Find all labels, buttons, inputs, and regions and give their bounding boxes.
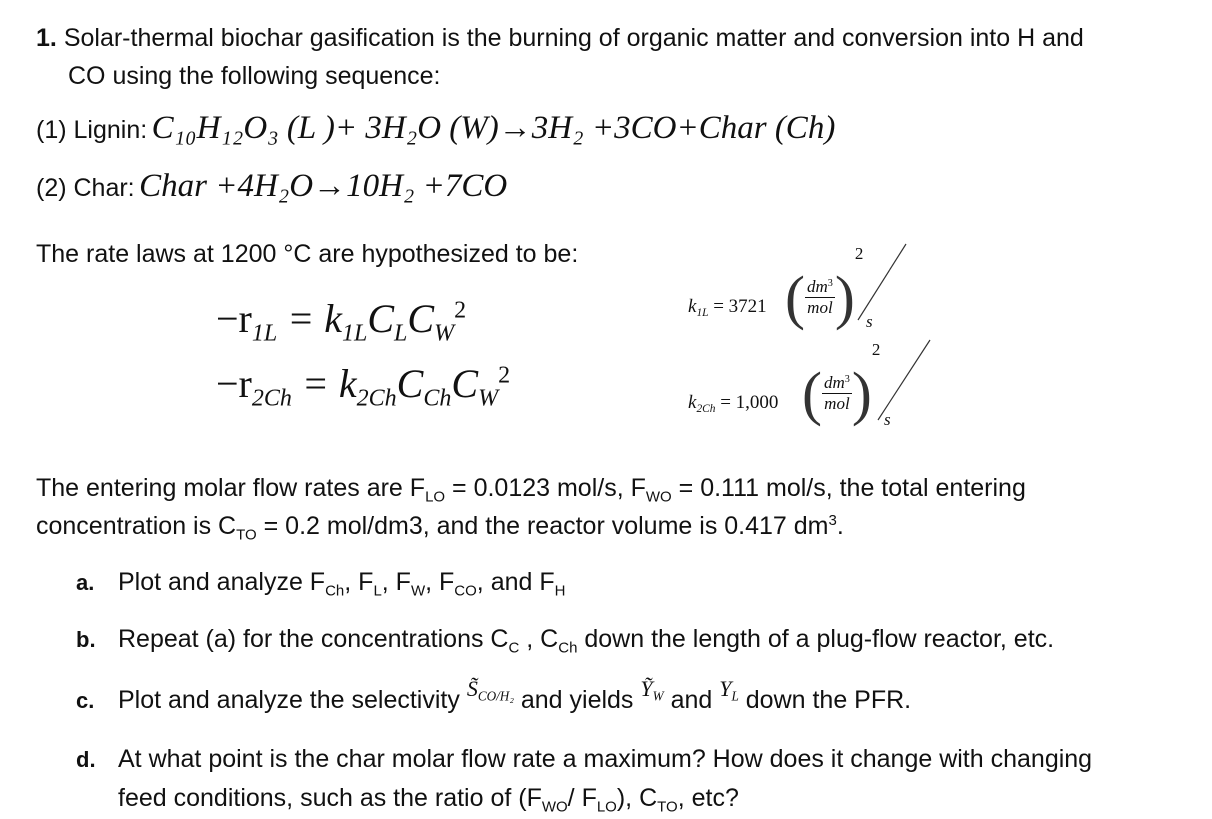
part-b-label: b. [76, 627, 96, 652]
b-t1: , C [519, 625, 559, 653]
rate-law-1 [216, 295, 466, 347]
problem-intro [36, 24, 1084, 53]
part-c-text: Plot and analyze the selectivity [118, 686, 460, 714]
a-s1: Ch [325, 582, 345, 600]
rate-law-2 [216, 360, 510, 412]
k1-sub: 1L [342, 320, 368, 347]
b-s1: C [508, 639, 520, 657]
d-text: feed conditions, such as the ratio of (F [118, 784, 542, 812]
k1-slash [850, 240, 910, 330]
unit-num-exp-2: 3 [844, 374, 850, 386]
d-s2: LO [596, 798, 617, 816]
flo-sub: LO [425, 488, 446, 506]
k1-symbol: = k [287, 296, 342, 341]
yl: Y [719, 676, 732, 701]
k1-value: = 3721 [713, 296, 767, 317]
a-s3: W [410, 582, 426, 600]
part-d-text: At what point is the char molar flow rate a maximum? How does it change with changing [118, 745, 1093, 773]
part-c-label: c. [76, 688, 95, 713]
k1-label: k [688, 296, 697, 317]
a-s4: CO [454, 582, 477, 600]
unit-power: 2 [854, 244, 864, 263]
rate-laws-heading: The rate laws at 1200 °C are hypothesized to be: [36, 240, 579, 268]
reaction-2-label: (2) Char: [36, 174, 135, 202]
cl-sub: L [394, 320, 408, 347]
a-s2: L [373, 582, 382, 600]
intro-line-2: CO using the following sequence: [68, 62, 441, 90]
r1-sub: 1L [251, 320, 278, 347]
unit-den: mol [807, 298, 833, 318]
k2-sub: 2Ch [356, 385, 397, 412]
c-mid: and yields [513, 686, 641, 714]
k2-label-sub: 2Ch [696, 402, 716, 415]
cl-symbol: C [367, 296, 395, 341]
r2-symbol: −r [216, 361, 252, 406]
cw2-symbol: C [451, 361, 479, 406]
cch-sub: Ch [423, 385, 452, 412]
part-d-label: d. [76, 747, 96, 772]
a-t1: , F [344, 568, 374, 596]
flow-text-2: concentration is C [36, 512, 237, 540]
part-a-text: Plot and analyze F [118, 568, 326, 596]
r2-exponent: 2 [498, 362, 511, 389]
r1-exponent: 2 [454, 297, 467, 324]
d-s3: TO [657, 798, 678, 816]
k2-value: = 1,000 [720, 392, 779, 413]
part-a-label: a. [76, 570, 95, 595]
problem-number: 1. [36, 24, 57, 52]
reaction-1-formula: C₁₀H₁₂O₃ [151, 110, 279, 146]
d-t2: ), C [616, 784, 658, 812]
a-t3: , F [425, 568, 455, 596]
fwo-value: = 0.111 mol/s, the total entering [671, 474, 1026, 502]
yl-sub: L [731, 688, 739, 704]
b-s2: Ch [558, 639, 578, 657]
reaction-2-equation: Char +4H₂O→10H₂ +7CO [139, 168, 508, 204]
flow-line-2 [36, 512, 844, 543]
c-and: and [663, 686, 720, 714]
d-t3: , etc? [677, 784, 739, 812]
unit-num: dm [806, 277, 828, 297]
cch-symbol: C [396, 361, 424, 406]
yw: Ỹ [640, 676, 653, 701]
k2-label: k [688, 392, 697, 413]
k2-units: ( $\frac{dm^3}{\text{mol}}$ )$^2$ [802, 340, 881, 427]
flow-line-1 [36, 474, 1026, 505]
selectivity-symbol [466, 676, 514, 704]
r2-sub: 2Ch [251, 385, 292, 412]
unit-power-2: 2 [871, 340, 881, 359]
k2-constant [688, 392, 778, 415]
b-t2: down the length of a plug-flow reactor, etc. [577, 625, 1055, 653]
k2-slash [868, 336, 938, 431]
yield-w-symbol [640, 676, 664, 704]
k1-label-sub: 1L [696, 306, 709, 319]
vol-exp: 3 [828, 512, 837, 529]
a-t2: , F [381, 568, 411, 596]
cto-sub: TO [236, 526, 257, 544]
part-b-text: Repeat (a) for the concentrations C [118, 625, 509, 653]
unit-num-2: dm [823, 373, 845, 393]
intro-line-1: Solar-thermal biochar gasification is the burning of organic matter and conversion into H and [63, 24, 1084, 52]
cw2-sub: W [478, 385, 499, 412]
unit-den-2: mol [824, 394, 850, 414]
unit-num-exp: 3 [827, 278, 833, 290]
sel-s: S̃ [466, 676, 478, 701]
a-s5: H [554, 582, 566, 600]
reaction-1-label: (1) Lignin: [36, 116, 148, 144]
part-a [76, 568, 565, 599]
d-t1: / F [567, 784, 597, 812]
reaction-2 [36, 168, 507, 205]
k1-constant [688, 296, 767, 319]
a-t4: , and F [476, 568, 555, 596]
k2-time: s [884, 410, 891, 429]
part-c [76, 676, 912, 717]
k2-symbol: = k [301, 361, 357, 406]
k1-units: ( $\frac{dm^3}{\text{mol}}$ )$^2$ [785, 244, 864, 331]
k1-time: s [866, 312, 873, 331]
d-s1: WO [541, 798, 568, 816]
cw-symbol: C [407, 296, 435, 341]
flow-end: . [836, 512, 844, 540]
fwo-sub: WO [645, 488, 672, 506]
cw-sub: W [434, 320, 455, 347]
part-b [76, 625, 1054, 656]
reaction-1-equation: (L )+ 3H₂O (W)→3H₂ +3CO+Char (Ch) [278, 110, 836, 146]
flow-text-1: The entering molar flow rates are F [36, 474, 426, 502]
cto-value: = 0.2 mol/dm3, and the reactor volume is 0.417 dm [256, 512, 829, 540]
flo-value: = 0.0123 mol/s, F [445, 474, 646, 502]
reaction-1 [36, 110, 835, 147]
c-end: down the PFR. [738, 686, 912, 714]
yw-sub: W [652, 688, 664, 704]
part-d-line-2 [118, 784, 739, 815]
sel-sub: CO/H₂ [477, 688, 514, 704]
r1-symbol: −r [216, 296, 252, 341]
yield-l-symbol [719, 676, 739, 704]
part-d [76, 745, 1092, 774]
